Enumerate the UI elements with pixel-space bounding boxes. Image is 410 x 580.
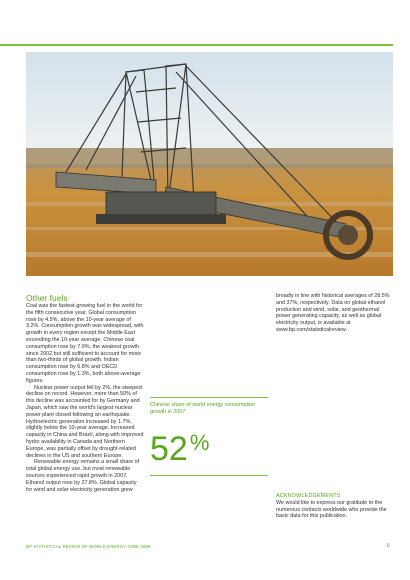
- paragraph-continued: broadly in line with historical averages of 28.5% and 37%, respectively. Data on global ethanol production and wind, solar, and geothermal power generating capacity, as well as global electricity output, is available at www.bp.com/statisticalreview.: [276, 293, 390, 333]
- top-rule: [0, 44, 393, 46]
- highlight-unit: %: [189, 429, 210, 455]
- acknowledgements-text: We would like to express our gratitude to the numerous contacts worldwide who provide the basic data for this publication.: [276, 499, 387, 520]
- footer-publication: BP STATISTICAL REVIEW OF WORLD ENERGY JUNE 2008: [26, 544, 151, 549]
- highlight-number: 52: [150, 429, 188, 468]
- section-title: Other fuels: [26, 293, 68, 303]
- highlight-value: [150, 426, 268, 466]
- bucket-wheel-excavator-photo: [26, 52, 393, 276]
- body-column-3: [276, 293, 392, 334]
- paragraph-nuclear-hydro: Nuclear power output fell by 2%, the steepest decline on record. However, more than 50% of this decline was accounted for by Germany and Japan, which saw the world's largest nuclear power plant closed following an earthquake. Hydroelectric generation increased by 1.7%, slightly below the 10-year average. Increased capacity in China and Brazil, along with improved hydro availability in Canada and Northern Europe, was partially offset by drought-related declines in the US and southern Europe.: [26, 384, 144, 459]
- highlight-top-rule: [150, 397, 268, 398]
- highlight-stat: [150, 397, 268, 476]
- paragraph-coal: Coal was the fastest-growing fuel in the world for the fifth consecutive year. Global consumption rose by 4.5%, above the 10-year average of 3.2%. Consumption growth was widespread, with growth in every region except the Middle East exceeding the 10-year average. Chinese coal consumption rose by 7.9%, the weakest growth since 2002 but still sufficient to account for more than two-thirds of global growth. Indian consumption rose by 6.8% and OECD consumption rose by 1.3%, both above-average figures.: [26, 303, 144, 384]
- acknowledgements-heading: ACKNOWLEDGEMENTS: [276, 493, 341, 499]
- page-number: 6: [387, 543, 390, 549]
- acknowledgements: [276, 493, 392, 520]
- body-column-1: [26, 303, 144, 493]
- highlight-label: Chinese share of world energy consumption growth in 2007.: [150, 402, 256, 415]
- paragraph-renewables: Renewable energy remains a small share of total global energy use, but most renewable sources experienced rapid growth in 2007. Ethanol output rose by 27.8%. Global capacity for wind and solar electricity generation grew: [26, 459, 140, 493]
- highlight-bottom-rule: [150, 475, 268, 476]
